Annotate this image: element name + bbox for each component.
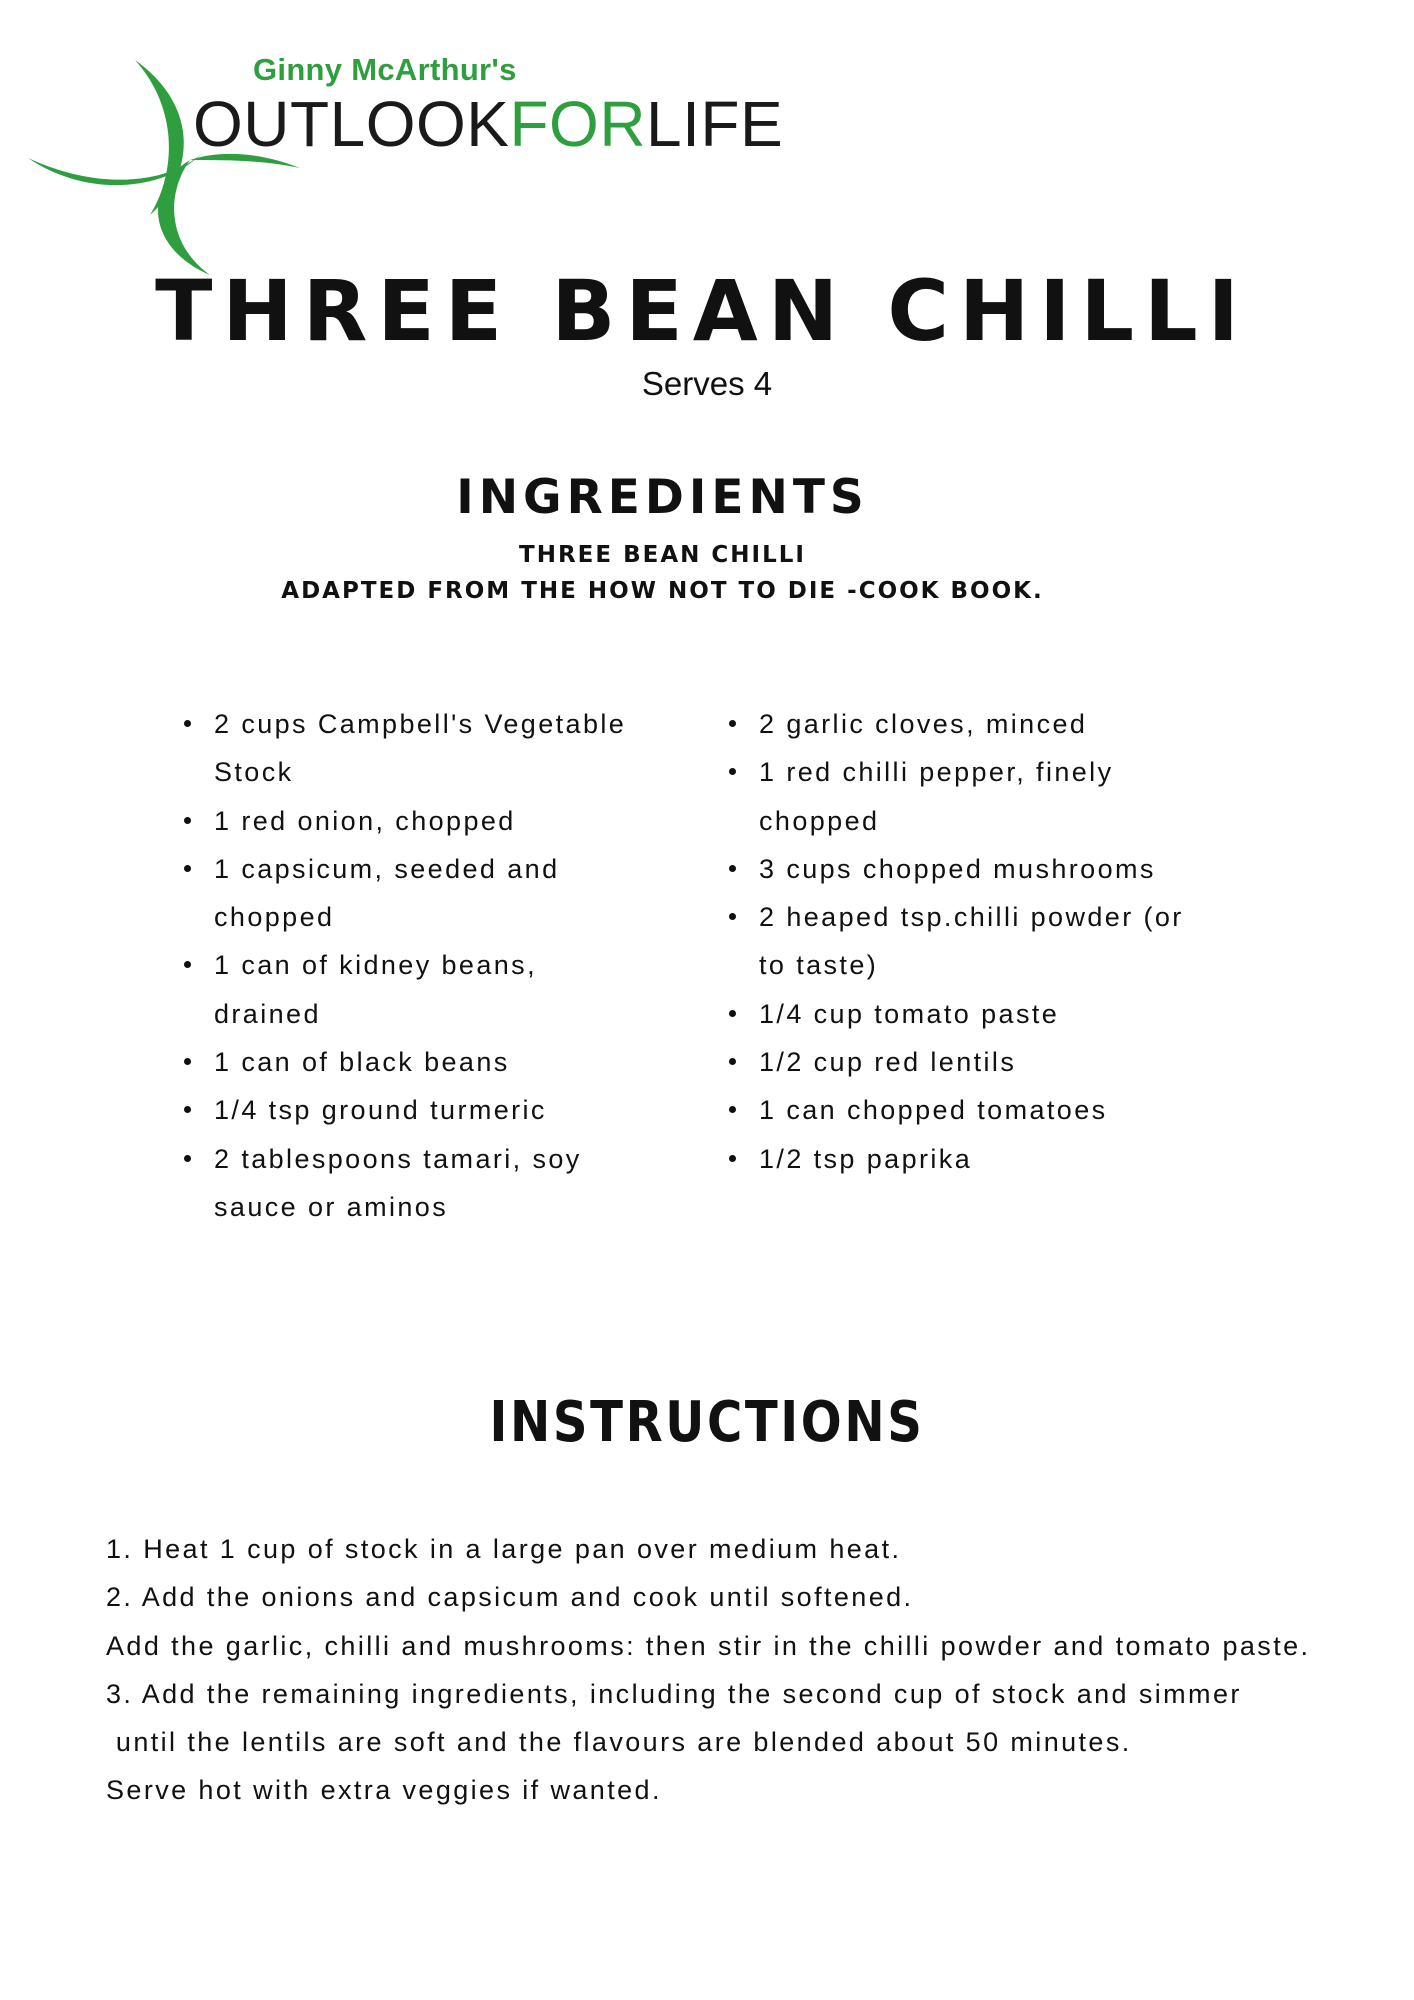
ingredients-heading: INGREDIENTS: [456, 470, 869, 525]
ingredients-left-list: [180, 700, 640, 1231]
logo-word-for: FOR: [509, 88, 647, 160]
logo-script-text: Ginny McArthur's: [253, 52, 517, 87]
ingredient-item: 1/4 cup tomato paste: [725, 990, 1205, 1038]
ingredient-item: 3 cups chopped mushrooms: [725, 845, 1205, 893]
serves-text: Serves 4: [641, 365, 773, 402]
ingredient-item: 1 can chopped tomatoes: [725, 1086, 1205, 1134]
logo-word-life: LIFE: [646, 88, 784, 160]
instruction-line: 2. Add the onions and capsicum and cook until softened.: [106, 1582, 914, 1613]
ingredient-item: 1/2 cup red lentils: [725, 1038, 1205, 1086]
ingredient-item: 2 cups Campbell's Vegetable Stock: [180, 700, 640, 797]
ingredient-item: 2 heaped tsp.chilli powder (or to taste): [725, 893, 1205, 990]
ingredients-right-list: [725, 700, 1205, 1183]
ingredient-item: 2 tablespoons tamari, soy sauce or aminos: [180, 1135, 640, 1232]
ingredient-item: 1/4 tsp ground turmeric: [180, 1086, 640, 1134]
ingredients-subtitle-1: THREE BEAN CHILLI: [519, 542, 806, 568]
brand-logo: [0, 0, 784, 300]
instruction-line: Add the garlic, chilli and mushrooms: then stir in the chilli powder and tomato paste.: [106, 1630, 1311, 1661]
instruction-line: 1. Heat 1 cup of stock in a large pan over medium heat.: [106, 1534, 902, 1564]
instructions-body: [106, 1525, 1346, 1815]
ingredient-item: 1 can of kidney beans, drained: [180, 941, 640, 1038]
ingredient-item: 1 red onion, chopped: [180, 797, 640, 845]
ingredient-item: 2 garlic cloves, minced: [725, 700, 1205, 748]
ingredient-item: 1/2 tsp paprika: [725, 1135, 1205, 1183]
ingredient-item: 1 red chilli pepper, finely chopped: [725, 748, 1205, 845]
ingredient-item: 1 can of black beans: [180, 1038, 640, 1086]
ingredients-subtitle-2: ADAPTED FROM THE HOW NOT TO DIE -COOK BOOK.: [281, 578, 1044, 604]
logo-word-outlook: OUTLOOK: [193, 88, 510, 160]
instruction-line: 3. Add the remaining ingredients, including the second cup of stock and simmer until the lentils are soft and the flavours are blended about 50 minutes.: [106, 1678, 1242, 1758]
ingredient-item: 1 capsicum, seeded and chopped: [180, 845, 640, 942]
logo-wordmark: [193, 88, 783, 160]
instructions-heading: INSTRUCTIONS: [489, 1390, 925, 1455]
instruction-line: Serve hot with extra veggies if wanted.: [106, 1775, 662, 1806]
recipe-title: THREE BEAN CHILLI: [155, 262, 1249, 360]
